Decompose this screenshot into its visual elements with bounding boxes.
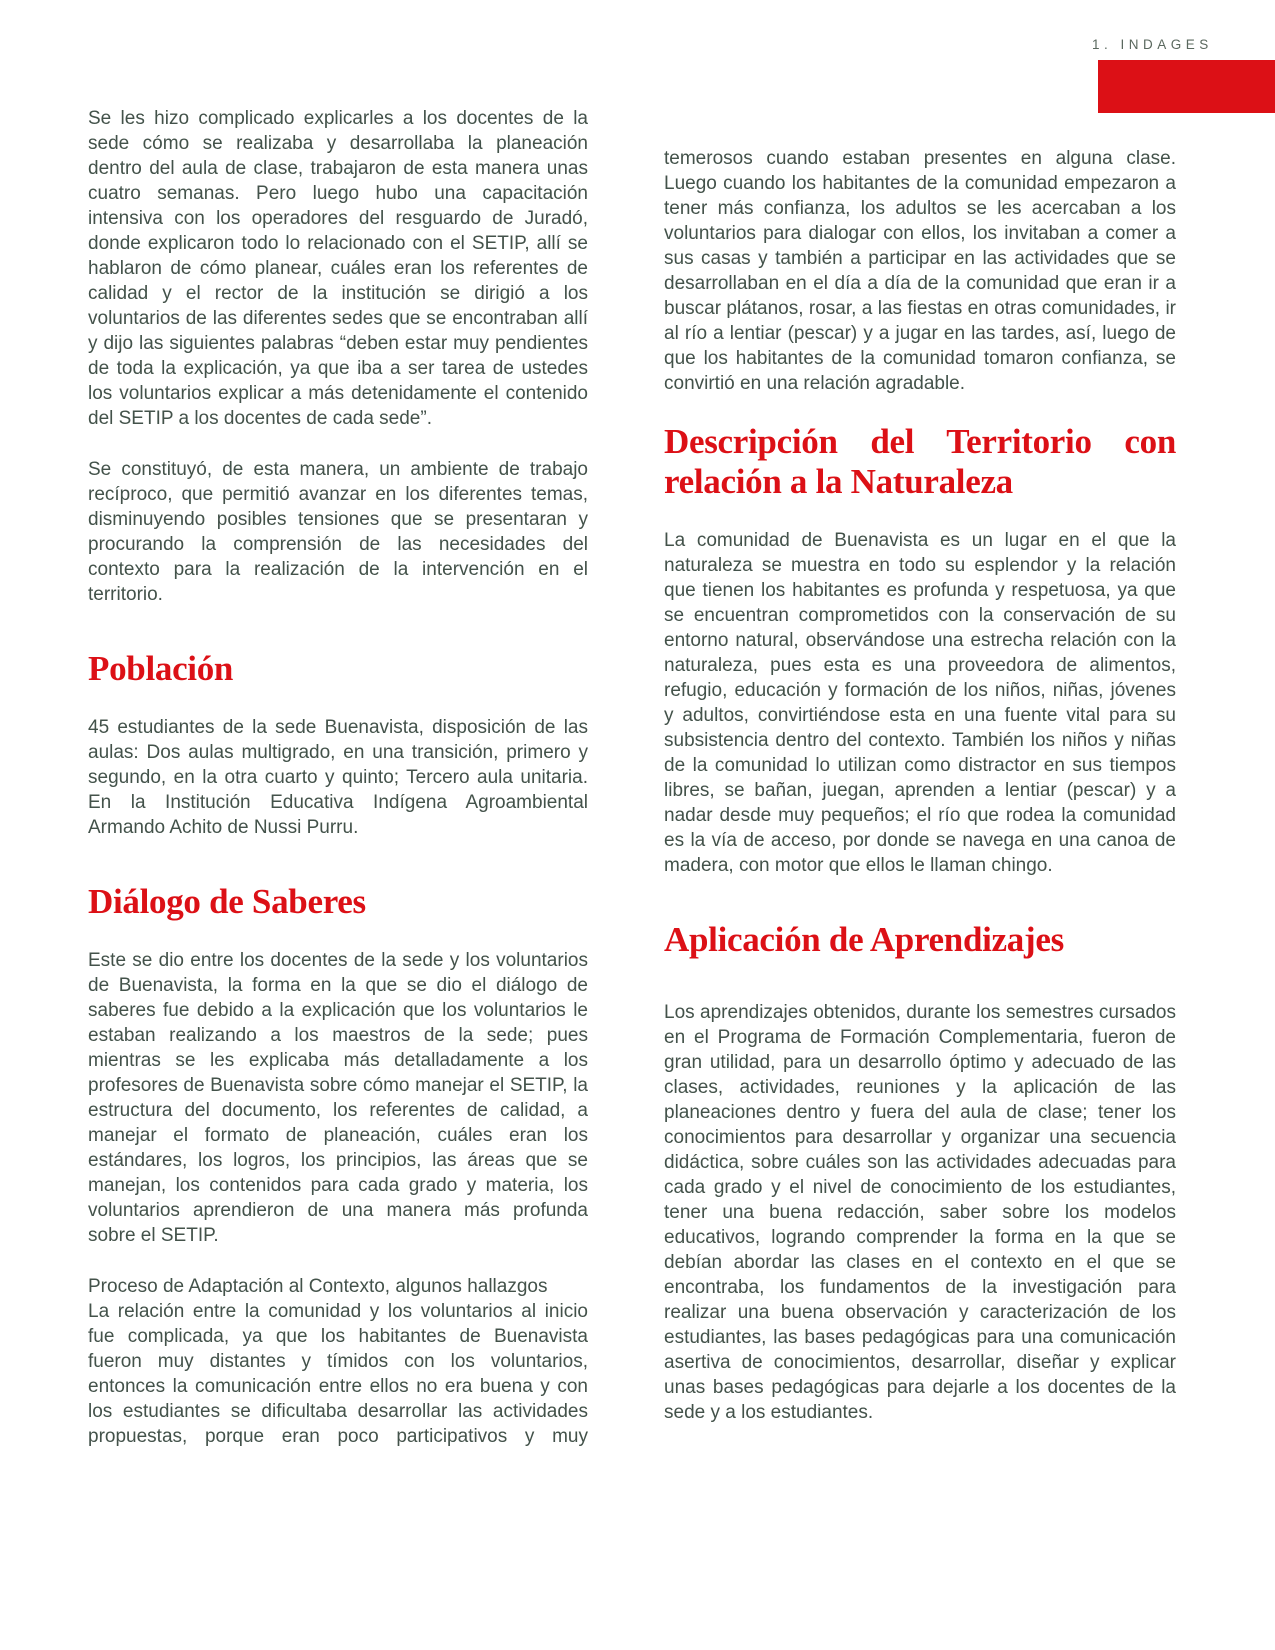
right-column xyxy=(664,146,1176,1451)
body-paragraph: Los aprendizajes obtenidos, durante los semestres cursados en el Programa de Formación Complementaria, fueron de gran utilidad, para un desarrollo óptimo y adecuado de las clases, actividades, reuniones y la aplicación de las planeaciones dentro y fuera del aula de clase; tener los conocimientos para desarrollar y organizar una secuencia didáctica, sobre cuáles son las actividades adecuadas para cada grado y el nivel de conocimiento de los estudiantes, tener una buena redacción, saber sobre los modelos educativos, logrando comprender la forma en la que se debían abordar las clases en el contexto en el que se encontraba, los fundamentos de la investigación para realizar una buena observación y caracterización de los estudiantes, las bases pedagógicas para una comunicación asertiva de conocimientos, desarrollar, diseñar y explicar unas bases pedagógicas para dejarle a los docentes de la sede y a los estudiantes. xyxy=(664,1002,1176,1423)
section-heading-aplicacion-aprendizajes: Aplicación de Aprendizajes xyxy=(664,920,1064,959)
page-header-label: 1. INDAGES xyxy=(1092,37,1213,52)
body-paragraph: Se les hizo complicado explicarles a los docentes de la sede cómo se realizaba y desarrollaba la planeación dentro del aula de clase, trabajaron de esta manera unas cuatro semanas. Pero luego hubo una capacitación intensiva con los operadores del resguardo de Juradó, donde explicaron todo lo relacionado con el SETIP, allí se hablaron de cómo planear, cuáles eran los referentes de calidad y el rector de la institución se dirigió a los voluntarios de las diferentes sedes que se encontraban allí y dijo las siguientes palabras “deben estar muy pendientes de toda la explicación, ya que iba a ser tarea de ustedes los voluntarios explicar a más detenidamente el contenido del SETIP a los docentes de cada sede”. xyxy=(88,108,588,429)
heading-line: relación a la Naturaleza xyxy=(664,462,1013,501)
subsection-lead-line: Proceso de Adaptación al Contexto, algunos hallazgos xyxy=(88,1276,548,1297)
section-heading-poblacion: Población xyxy=(88,649,234,688)
body-paragraph: La relación entre la comunidad y los voluntarios al inicio fue complicada, ya que los habitantes de Buenavista fueron muy distantes y tímidos con los voluntarios, entonces la comunicación entre ellos no era buena y con los estudiantes se dificultaba desarrollar las actividades propuestas, porque eran poco participativos y muy xyxy=(88,1301,588,1447)
body-paragraph: temerosos cuando estaban presentes en alguna clase. Luego cuando los habitantes de la comunidad empezaron a tener más confianza, los adultos se les acercaban a los voluntarios para dialogar con ellos, los invitaban a comer a sus casas y también a participar en las actividades que se desarrollaban en el día a día de la comunidad que eran ir a buscar plátanos, rosar, a las fiestas en otras comunidades, ir al río a lentiar (pescar) y a jugar en las tardes, así, luego de que los habitantes de la comunidad tomaron confianza, se convirtió en una relación agradable. xyxy=(664,148,1176,394)
section-heading-dialogo-de-saberes: Diálogo de Saberes xyxy=(88,882,366,921)
body-paragraph: La comunidad de Buenavista es un lugar en el que la naturaleza se muestra en todo su esplendor y la relación que tienen los habitantes es profunda y respetuosa, ya que se encuentran comprometidos con la conservación de su entorno natural, observándose una estrecha relación con la naturaleza, pues esta es una proveedora de alimentos, refugio, educación y formación de los niños, niñas, jóvenes y adultos, convirtiéndose esta en una fuente vital para su subsistencia dentro del contexto. También los niños y niñas de la comunidad lo utilizan como distractor en sus tiempos libres, se bañan, juegan, aprenden a lentiar (pescar) y a nadar desde muy pequeños; el río que rodea la comunidad es la vía de acceso, por donde se navega en una canoa de madera, con motor que ellos le llaman chingo. xyxy=(664,530,1176,876)
body-paragraph: Se constituyó, de esta manera, un ambiente de trabajo recíproco, que permitió avanzar en los diferentes temas, disminuyendo posibles tensiones que se presentaran y procurando la comprensión de las necesidades del contexto para la realización de la intervención en el territorio. xyxy=(88,459,588,605)
body-paragraph: Este se dio entre los docentes de la sede y los voluntarios de Buenavista, la forma en la que se dio el diálogo de saberes fue debido a la explicación que los voluntarios le estaban realizando a los maestros de la sede; pues mientras se les explicaba más detalladamente a los profesores de Buenavista sobre cómo manejar el SETIP, la estructura del documento, los referentes de calidad, a manejar el formato de planeación, cuáles eran los estándares, los logros, los principios, las áreas que se manejan, los contenidos para cada grado y materia, los voluntarios aprendieron de una manera más profunda sobre el SETIP. xyxy=(88,950,588,1246)
red-corner-block xyxy=(1098,60,1275,113)
heading-line: Descripción del Territorio con xyxy=(664,422,1176,461)
section-heading-descripcion-territorio xyxy=(664,422,1176,502)
body-paragraph: 45 estudiantes de la sede Buenavista, disposición de las aulas: Dos aulas multigrado, en una transición, primero y segundo, en la otra cuarto y quinto; Tercero aula unitaria. En la Institución Educativa Indígena Agroambiental Armando Achito de Nussi Purru. xyxy=(88,717,588,838)
left-column xyxy=(88,106,588,1475)
